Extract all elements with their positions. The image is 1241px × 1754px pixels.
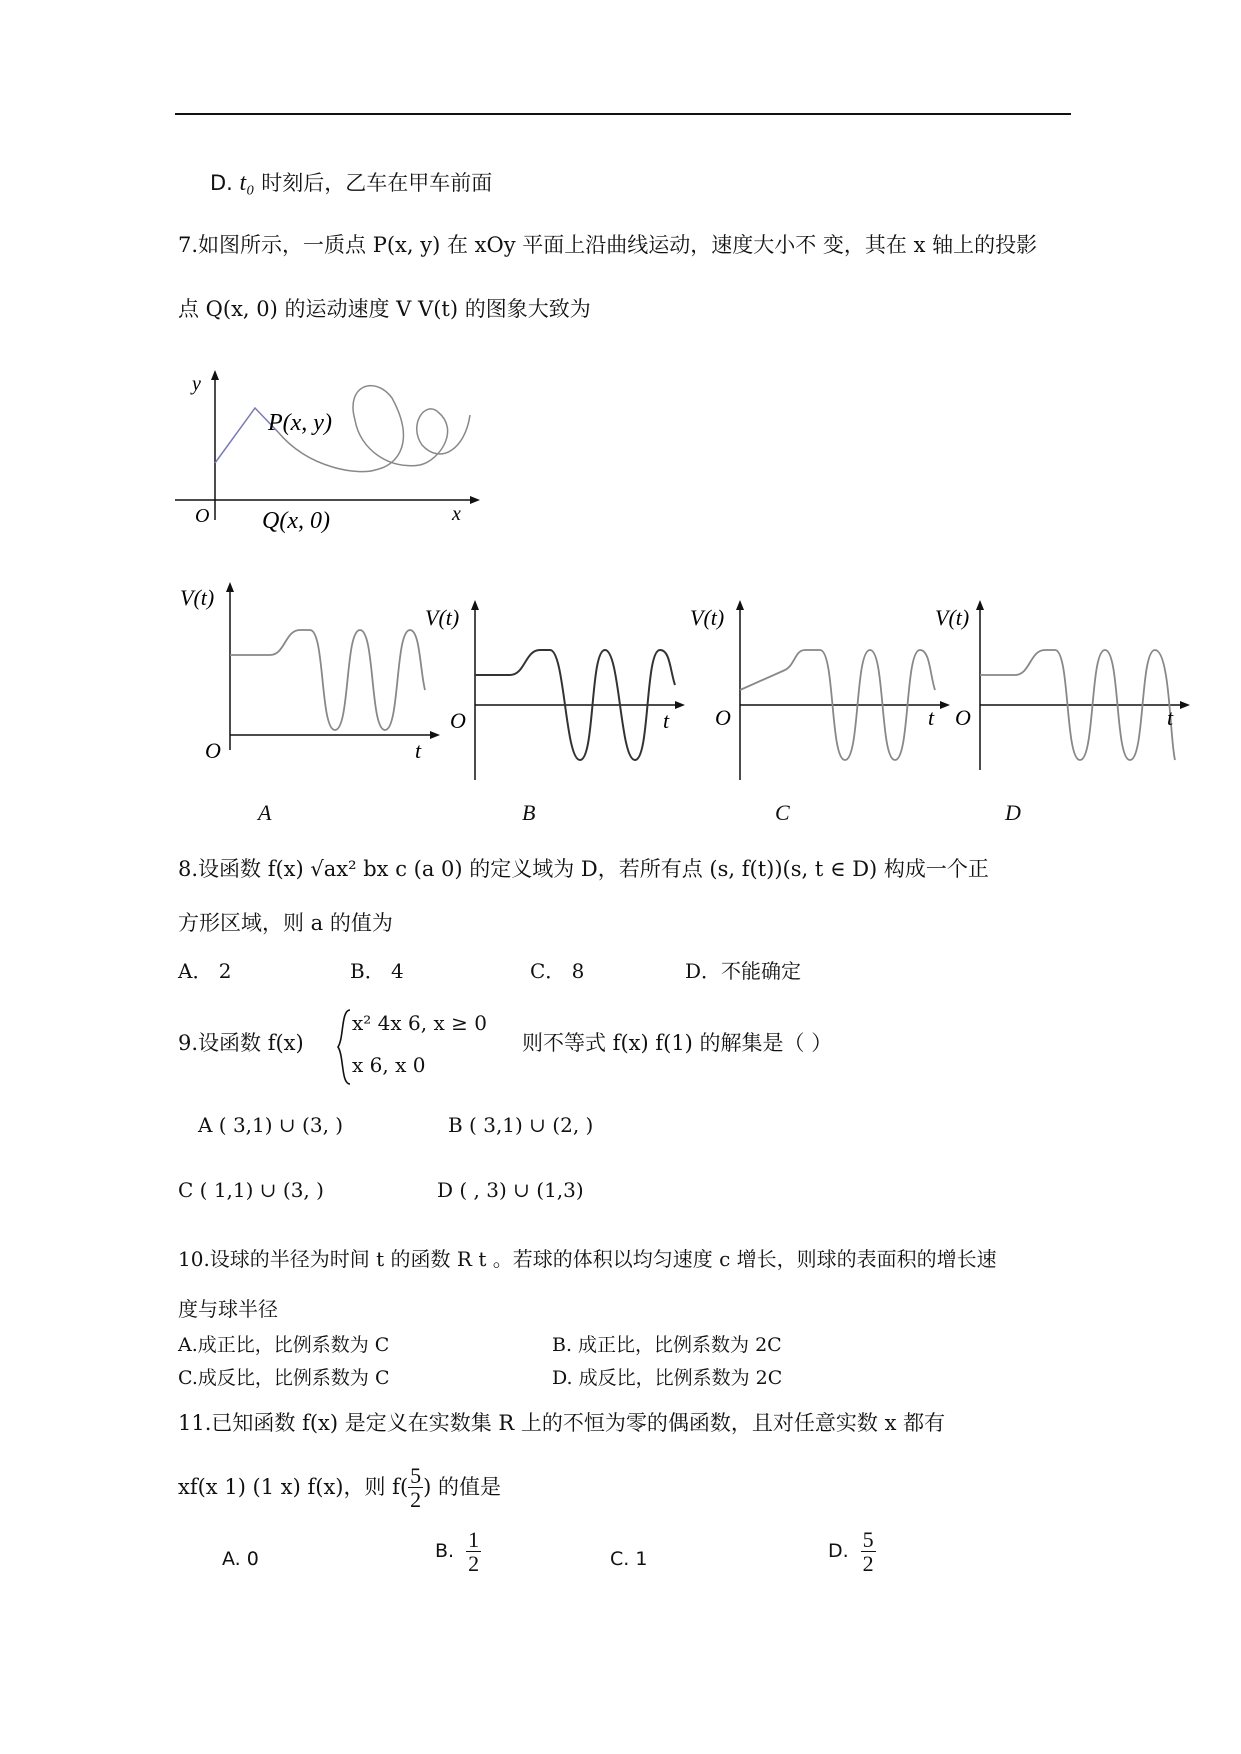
q11-line2 bbox=[178, 1464, 501, 1511]
caption-c: C bbox=[775, 800, 790, 825]
t-arrow bbox=[1180, 701, 1190, 709]
q6-option-d-label: D. bbox=[210, 171, 233, 195]
q7-trajectory-figure bbox=[170, 370, 490, 540]
q7-line2: 点 Q(x, 0) 的运动速度 V V(t) 的图象大致为 bbox=[178, 297, 591, 321]
origin-label: O bbox=[955, 705, 971, 730]
q9-prefix: 9.设函数 f(x) bbox=[178, 1031, 304, 1055]
origin-label: O bbox=[205, 738, 221, 760]
q10-option-d: D. 成反比，比例系数为 2C bbox=[552, 1367, 783, 1389]
q10-option-b: B. 成正比，比例系数为 2C bbox=[552, 1334, 782, 1356]
num: 1 bbox=[468, 1527, 480, 1552]
y-label: y bbox=[192, 373, 201, 395]
graph-d bbox=[935, 600, 1195, 785]
origin-label: O bbox=[450, 708, 466, 733]
v-label: V(t) bbox=[180, 585, 215, 610]
t-label: t bbox=[1167, 705, 1174, 730]
t-label: t bbox=[663, 708, 670, 733]
q11-option-b bbox=[435, 1528, 481, 1575]
v-arrow bbox=[471, 600, 479, 610]
q9-option-d: D ( , 3) ∪ (1,3) bbox=[437, 1178, 584, 1202]
q8-option-c: C． 8 bbox=[530, 959, 585, 983]
q11-option-a: A. 0 bbox=[222, 1548, 259, 1570]
q7-line1: 7.如图所示，一质点 P(x, y) 在 xOy 平面上沿曲线运动，速度大小不 变，其在 x 轴上的投影 bbox=[178, 233, 1038, 257]
q8-option-d: D．不能确定 bbox=[685, 959, 802, 983]
q-label: Q(x, 0) bbox=[262, 508, 330, 534]
q9-option-c: C ( 1,1) ∪ (3, ) bbox=[178, 1178, 324, 1202]
q11-fraction bbox=[408, 1464, 423, 1511]
caption-d: D bbox=[1005, 800, 1021, 825]
q10-option-a: A.成正比，比例系数为 C bbox=[178, 1334, 390, 1356]
q8-option-b: B． 4 bbox=[350, 959, 404, 983]
v-arrow bbox=[976, 600, 984, 610]
q9-case1: x² 4x 6, x ≥ 0 bbox=[352, 1011, 487, 1035]
v-label: V(t) bbox=[935, 605, 970, 630]
den: 2 bbox=[468, 1551, 480, 1577]
q9-brace bbox=[335, 1008, 353, 1086]
q11-line2-a: xf(x 1) (1 x) f(x)，则 f( bbox=[178, 1474, 409, 1499]
v-label: V(t) bbox=[690, 605, 725, 630]
q11-option-d bbox=[828, 1528, 876, 1575]
q10-option-c: C.成反比，比例系数为 C bbox=[178, 1367, 390, 1389]
q8-option-a: A． 2 bbox=[178, 959, 232, 983]
q9-option-a: A ( 3,1) ∪ (3, ) bbox=[198, 1113, 344, 1137]
q6-option-d-var: t₀ bbox=[239, 170, 255, 196]
t-arrow bbox=[675, 701, 685, 709]
q11-option-d-frac bbox=[861, 1528, 876, 1575]
q8-line2: 方形区域，则 a 的值为 bbox=[178, 911, 393, 935]
x-label: x bbox=[452, 503, 461, 525]
q9-option-b: B ( 3,1) ∪ (2, ) bbox=[448, 1113, 594, 1137]
q8-line1: 8.设函数 f(x) √ax² bx c (a 0) 的定义域为 D，若所有点 (s, f(t))(s, t ∈ D) 构成一个正 bbox=[178, 857, 989, 881]
v-label: V(t) bbox=[425, 605, 460, 630]
x-axis-arrow bbox=[470, 496, 480, 504]
q9-suffix: 则不等式 f(x) f(1) 的解集是（ ） bbox=[522, 1031, 833, 1055]
q11-frac-num: 5 bbox=[410, 1463, 422, 1488]
t-label: t bbox=[415, 738, 422, 760]
q10-line1: 10.设球的半径为时间 t 的函数 R t 。若球的体积以均匀速度 c 增长，则球的表面积的增长速 bbox=[178, 1247, 997, 1271]
caption-b: B bbox=[522, 800, 536, 825]
origin-label: O bbox=[195, 505, 210, 527]
graph-c bbox=[690, 600, 950, 785]
graph-b bbox=[425, 600, 685, 785]
q11-option-d-label: D. bbox=[828, 1540, 849, 1563]
y-axis-arrow bbox=[211, 370, 219, 380]
t-label: t bbox=[928, 705, 935, 730]
header-rule bbox=[175, 113, 1071, 115]
den: 2 bbox=[862, 1551, 874, 1577]
q9-case2: x 6, x 0 bbox=[352, 1053, 426, 1077]
q11-line2-b: ) 的值是 bbox=[423, 1474, 502, 1499]
num: 5 bbox=[862, 1527, 874, 1552]
q10-line2: 度与球半径 bbox=[178, 1297, 278, 1321]
q11-line1: 11.已知函数 f(x) 是定义在实数集 R 上的不恒为零的偶函数，且对任意实数 x 都有 bbox=[178, 1411, 946, 1435]
q11-option-b-frac bbox=[466, 1528, 481, 1575]
graph-a-curve bbox=[230, 630, 425, 730]
q6-option-d-text: 时刻后，乙车在甲车前面 bbox=[261, 171, 493, 195]
graph-a bbox=[175, 580, 440, 760]
v-arrow bbox=[736, 600, 744, 610]
q6-option-d bbox=[210, 168, 492, 199]
q11-option-b-label: B. bbox=[435, 1540, 455, 1563]
p-label: P(x, y) bbox=[268, 410, 332, 436]
caption-a: A bbox=[258, 800, 272, 825]
q11-option-c: C. 1 bbox=[610, 1548, 648, 1570]
origin-label: O bbox=[715, 705, 731, 730]
v-arrow bbox=[226, 582, 234, 592]
q11-frac-den: 2 bbox=[410, 1487, 422, 1513]
